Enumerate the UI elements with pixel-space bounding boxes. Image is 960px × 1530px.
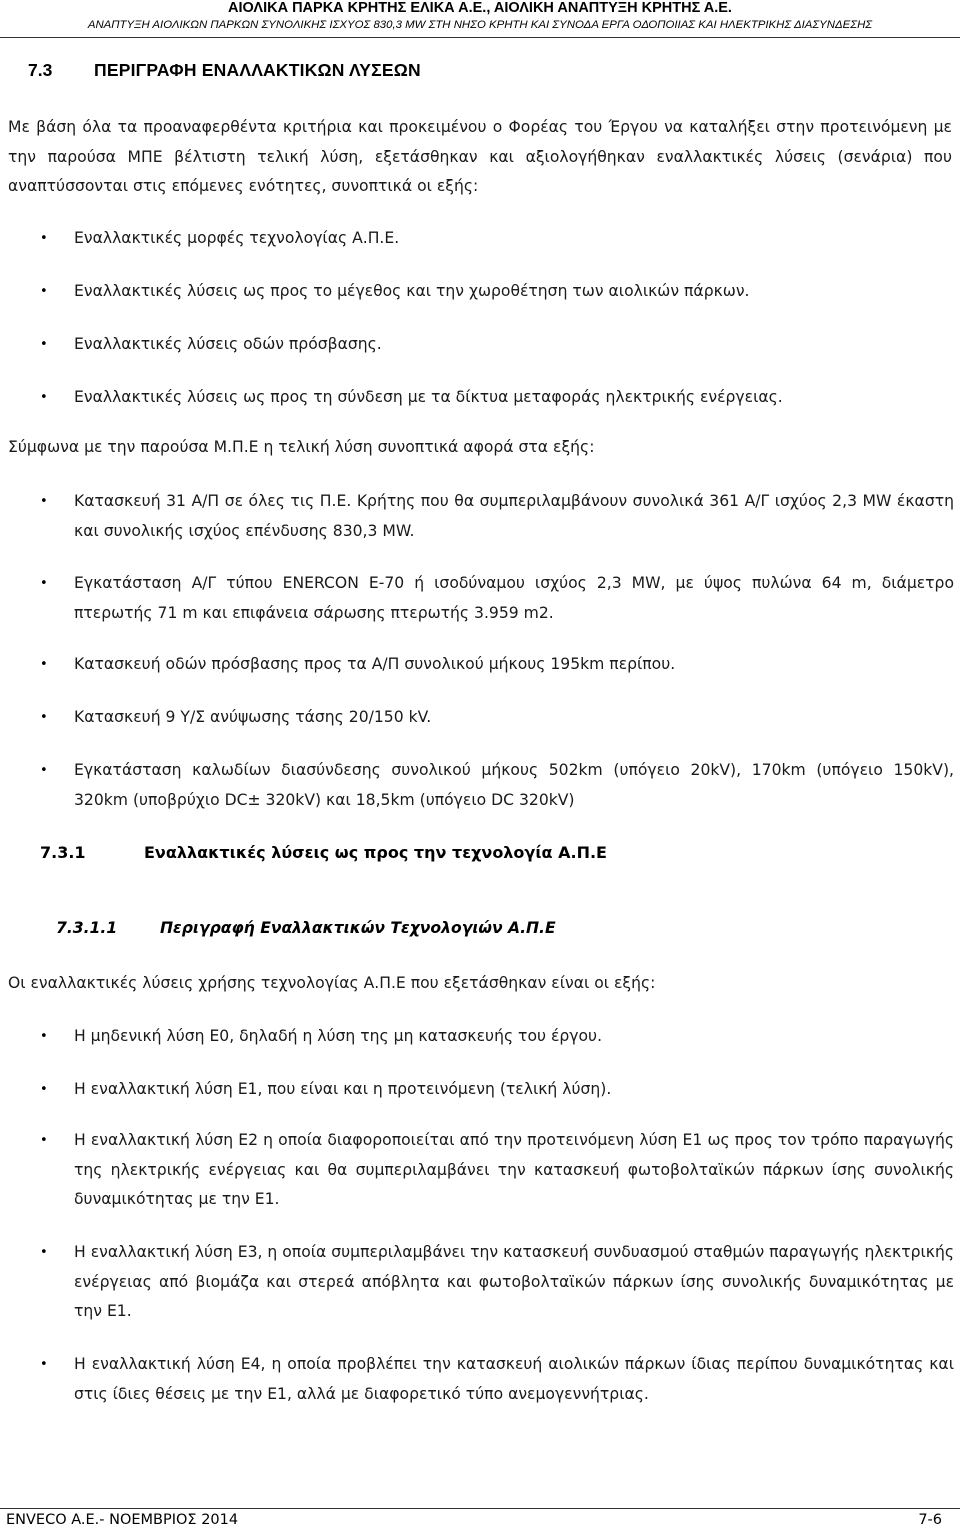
footer-publisher: ENVECO A.E.- ΝΟΕΜΒΡΙΟΣ 2014 xyxy=(6,1512,239,1528)
list-item: • Εγκατάσταση Α/Γ τύπου ENERCON E-70 ή ισοδύναμου ισχύος 2,3 MW, με ύψος πυλώνα 64 m, διάμετρο πτερωτής 71 m και επιφάνεια σάρωσης πτερωτής 3.959 m2. xyxy=(74,569,954,628)
subsubsection-title: Περιγραφή Εναλλακτικών Τεχνολογιών Α.Π.Ε xyxy=(160,919,556,937)
page-number: 7-6 xyxy=(918,1512,942,1528)
section-title: ΠΕΡΙΓΡΑΦΗ ΕΝΑΛΛΑΚΤΙΚΩΝ ΛΥΣΕΩΝ xyxy=(94,60,421,80)
list-item: • Εναλλακτικές λύσεις οδών πρόσβασης. xyxy=(74,330,954,360)
section-number: 7.3 xyxy=(28,60,53,80)
section-heading xyxy=(28,58,421,82)
technologies-intro: Οι εναλλακτικές λύσεις χρήσης τεχνολογίας Α.Π.Ε που εξετάσθηκαν είναι οι εξής: xyxy=(8,974,656,992)
list-item: • Η εναλλακτική λύση Ε4, η οποία προβλέπει την κατασκευή αιολικών πάρκων ίδιας περίπου δυναμικότητας και στις ίδιες θέσεις με την Ε1, αλλά με διαφορετικό τύπο ανεμογεννήτριας. xyxy=(74,1350,954,1409)
header-divider xyxy=(0,37,960,38)
header-title: ΑΙΟΛΙΚΑ ΠΑΡΚΑ ΚΡΗΤΗΣ ΕΛΙΚΑ Α.Ε., ΑΙΟΛΙΚΗ ΑΝΑΠΤΥΞΗ ΚΡΗΤΗΣ Α.Ε. xyxy=(228,0,732,16)
summary-intro: Σύμφωνα με την παρούσα Μ.Π.Ε η τελική λύση συνοπτικά αφορά στα εξής: xyxy=(8,438,595,456)
subsection-number: 7.3.1 xyxy=(40,843,86,862)
subsubsection-heading xyxy=(56,915,556,941)
list-item: • Εναλλακτικές μορφές τεχνολογίας Α.Π.Ε. xyxy=(74,224,954,254)
list-item: • Η εναλλακτική λύση Ε3, η οποία συμπεριλαμβάνει την κατασκευή συνδυασμού σταθμών παραγωγής ηλεκτρικής ενέργειας από βιομάζα και στερεά απόβλητα και φωτοβολταϊκών πάρκων ίσης συνολικής δυναμικότητας με την Ε1. xyxy=(74,1238,954,1327)
list-item: • Κατασκευή οδών πρόσβασης προς τα Α/Π συνολικού μήκους 195km περίπου. xyxy=(74,650,954,680)
subsubsection-number: 7.3.1.1 xyxy=(56,919,118,937)
list-item: • Η εναλλακτική λύση Ε1, που είναι και η προτεινόμενη (τελική λύση). xyxy=(74,1075,954,1105)
subsection-heading xyxy=(40,840,607,866)
list-item: • Εγκατάσταση καλωδίων διασύνδεσης συνολικού μήκους 502km (υπόγειο 20kV), 170km (υπόγειο 150kV), 320km (υποβρύχιο DC± 320kV) και 18,5km (υπόγειο DC 320kV) xyxy=(74,756,954,815)
footer-divider xyxy=(0,1508,960,1509)
subsection-title: Εναλλακτικές λύσεις ως προς την τεχνολογία Α.Π.Ε xyxy=(144,843,607,862)
list-item: • Κατασκευή 9 Υ/Σ ανύψωσης τάσης 20/150 kV. xyxy=(74,703,954,733)
section-intro: Με βάση όλα τα προαναφερθέντα κριτήρια και προκειμένου ο Φορέας του Έργου να καταλήξει στην προτεινόμενη με την παρούσα ΜΠΕ βέλτιστη τελική λύση, εξετάσθηκαν και αξιολογήθηκαν εναλλακτικές λύσεις (σενάρια) που αναπτύσσονται στις επόμενες ενότητες, συνοπτικά οι εξής: xyxy=(8,118,952,195)
list-item: • Κατασκευή 31 Α/Π σε όλες τις Π.Ε. Κρήτης που θα συμπεριλαμβάνουν συνολικά 361 Α/Γ ισχύος 2,3 MW έκαστη και συνολικής ισχύος επένδυσης 830,3 MW. xyxy=(74,487,954,546)
list-item: • Η εναλλακτική λύση Ε2 η οποία διαφοροποιείται από την προτεινόμενη λύση Ε1 ως προς τον τρόπο παραγωγής της ηλεκτρικής ενέργειας και θα συμπεριλαμβάνει την κατασκευή φωτοβολταϊκών πάρκων ίσης συνολικής δυναμικότητας με την Ε1. xyxy=(74,1126,954,1215)
list-item: • Εναλλακτικές λύσεις ως προς το μέγεθος και την χωροθέτηση των αιολικών πάρκων. xyxy=(74,277,954,307)
header-subtitle: ΑΝΑΠΤΥΞΗ ΑΙΟΛΙΚΩΝ ΠΑΡΚΩΝ ΣΥΝΟΛΙΚΗΣ ΙΣΧΥΟΣ 830,3 MW ΣΤΗ ΝΗΣΟ ΚΡΗΤΗ ΚΑΙ ΣΥΝΟΔΑ ΕΡΓΑ ΟΔΟΠΟΙΙΑΣ ΚΑΙ ΗΛΕΚΤΡΙΚΗΣ ΔΙΑΣΥΝΔΕΣΗΣ xyxy=(87,19,873,31)
list-item: • Εναλλακτικές λύσεις ως προς τη σύνδεση με τα δίκτυα μεταφοράς ηλεκτρικής ενέργειας. xyxy=(74,383,954,413)
list-item: • Η μηδενική λύση Ε0, δηλαδή η λύση της μη κατασκευής του έργου. xyxy=(74,1022,954,1052)
